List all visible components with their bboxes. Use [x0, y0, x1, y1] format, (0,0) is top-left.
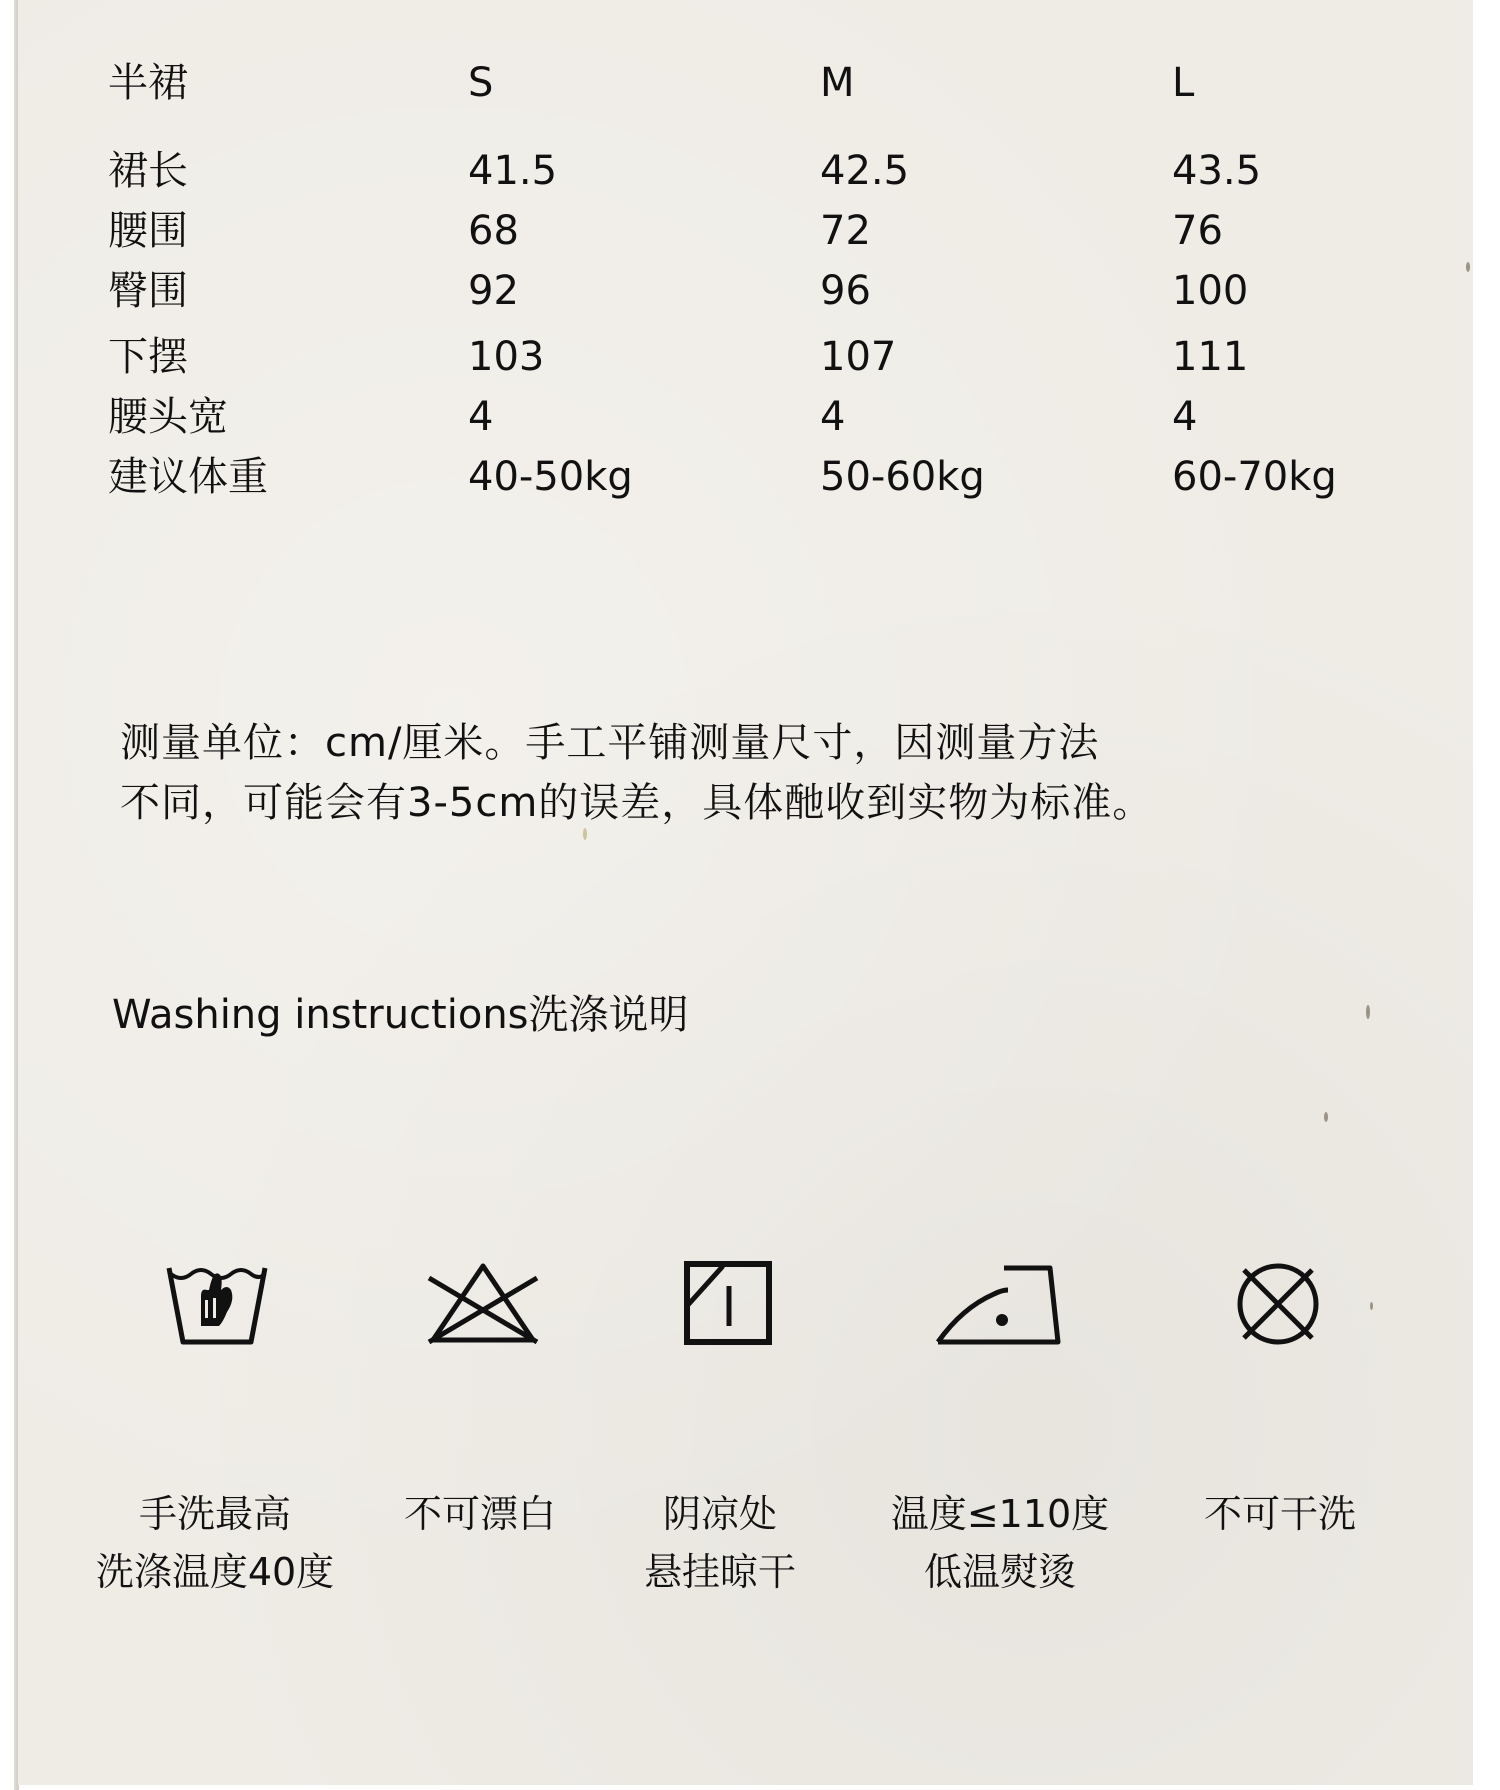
- row-label: 臀围: [108, 268, 188, 314]
- note-line: 不同，可能会有3-5cm的误差，具体酏收到实物为标准。: [120, 780, 1154, 826]
- row-value-s: 103: [468, 334, 545, 380]
- row-value-m: 50-60kg: [820, 454, 985, 500]
- paper-speck: [1324, 1112, 1328, 1122]
- header-label: 半裙: [108, 60, 188, 106]
- no-dry-clean-icon: [1234, 1260, 1322, 1348]
- row-value-l: 100: [1172, 268, 1249, 314]
- measurement-note: [120, 713, 1460, 833]
- row-value-m: 96: [820, 268, 871, 314]
- header-size-m: M: [820, 60, 855, 106]
- paper-speck: [1370, 1302, 1373, 1310]
- row-label: 下摆: [108, 334, 188, 380]
- care-caption-hand-wash: [60, 1485, 370, 1601]
- paper-speck: [1466, 262, 1470, 272]
- row-value-s: 41.5: [468, 148, 558, 194]
- line-dry-shade-icon: [683, 1260, 773, 1346]
- header-size-s: S: [468, 60, 494, 106]
- caption-line: 不可漂白: [403, 1492, 556, 1536]
- no-bleach-icon: [425, 1260, 541, 1346]
- row-value-l: 4: [1172, 394, 1198, 440]
- care-caption-iron: [860, 1485, 1140, 1601]
- row-value-m: 42.5: [820, 148, 910, 194]
- row-value-s: 68: [468, 208, 519, 254]
- row-value-l: 111: [1172, 334, 1249, 380]
- row-value-m: 107: [820, 334, 897, 380]
- caption-line: 悬挂晾干: [643, 1550, 796, 1594]
- caption-line: 洗涤温度40度: [95, 1550, 335, 1594]
- care-caption-line-dry: [610, 1485, 830, 1601]
- washing-instructions-title: Washing instructions洗涤说明: [112, 992, 689, 1038]
- row-value-s: 4: [468, 394, 494, 440]
- note-line: 测量单位：cm/厘米。手工平铺测量尺寸，因测量方法: [120, 720, 1100, 766]
- caption-line: 温度≤110度: [890, 1492, 1110, 1536]
- row-value-m: 4: [820, 394, 846, 440]
- row-value-l: 76: [1172, 208, 1223, 254]
- caption-line: 低温熨烫: [923, 1550, 1076, 1594]
- row-label: 建议体重: [108, 454, 268, 500]
- row-value-m: 72: [820, 208, 871, 254]
- paper-speck: [1366, 1005, 1370, 1019]
- row-label: 裙长: [108, 148, 188, 194]
- care-caption-no-bleach: [370, 1485, 590, 1543]
- caption-line: 阴凉处: [662, 1492, 777, 1536]
- iron-low-icon: [932, 1260, 1064, 1348]
- row-label: 腰头宽: [108, 394, 228, 440]
- row-value-l: 43.5: [1172, 148, 1262, 194]
- header-size-l: L: [1172, 60, 1195, 106]
- row-value-s: 92: [468, 268, 519, 314]
- caption-line: 手洗最高: [138, 1492, 291, 1536]
- hand-wash-icon: [165, 1260, 269, 1348]
- care-caption-no-dry-clean: [1170, 1485, 1390, 1543]
- row-value-l: 60-70kg: [1172, 454, 1337, 500]
- row-value-s: 40-50kg: [468, 454, 633, 500]
- row-label: 腰围: [108, 208, 188, 254]
- caption-line: 不可干洗: [1203, 1492, 1356, 1536]
